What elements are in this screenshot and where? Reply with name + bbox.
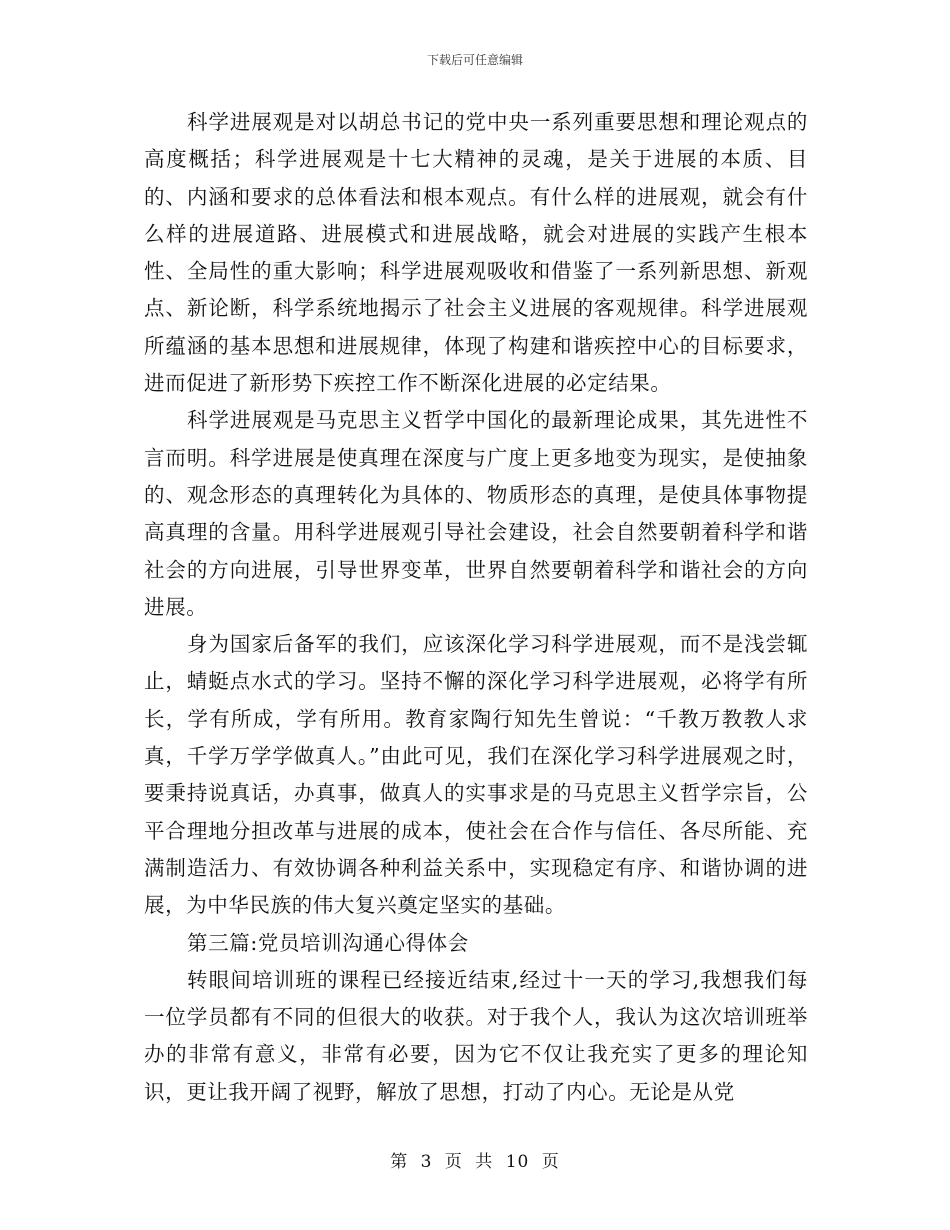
paragraph-2: 科学进展观是马克思主义哲学中国化的最新理论成果，其先进性不言而明。科学进展是使真理在深度与广度上更多地变为现实，是使抽象的、观念形态的真理转化为具体的、物质形态的真理，是使具体事物提高真理的含量。用科学进展观引导社会建设，社会自然要朝着科学和谐社会的方向进展，引导世界变革，世界自然要朝着科学和谐社会的方向进展。 (144, 408, 808, 619)
page-header: 下载后可任意编辑 (426, 53, 523, 67)
document-body (144, 104, 808, 1111)
section-heading: 第三篇:党员培训沟通心得体会 (187, 930, 469, 955)
paragraph-3: 身为国家后备军的我们，应该深化学习科学进展观，而不是浅尝辄止，蜻蜓点水式的学习。坚持不懈的深化学习科学进展观，必将学有所长，学有所成，学有所用。教育家陶行知先生曾说：“千教万教教人求真，千学万学学做真人。”由此可见，我们在深化学习科学进展观之时，要秉持说真话，办真事，做真人的实事求是的马克思主义哲学宗旨，公平合理地分担改革与进展的成本，使社会在合作与信任、各尽所能、充满制造活力、有效协调各种利益关系中，实现稳定有序、和谐协调的进展，为中华民族的伟大复兴奠定坚实的基础。 (144, 632, 808, 918)
page-number-footer: 第 3 页 共 10 页 (390, 1152, 560, 1172)
paragraph-1: 科学进展观是对以胡总书记的党中央一系列重要思想和理论观点的高度概括；科学进展观是十七大精神的灵魂，是关于进展的本质、目的、内涵和要求的总体看法和根本观点。有什么样的进展观，就会有什么样的进展道路、进展模式和进展战略，就会对进展的实践产生根本性、全局性的重大影响；科学进展观吸收和借鉴了一系列新思想、新观点、新论断，科学系统地揭示了社会主义进展的客观规律。科学进展观所蕴涵的基本思想和进展规律，体现了构建和谐疾控中心的目标要求，进而促进了新形势下疾控工作不断深化进展的必定结果。 (144, 110, 808, 396)
paragraph-4: 转眼间培训班的课程已经接近结束,经过十一天的学习,我想我们每一位学员都有不同的但很大的收获。对于我个人，我认为这次培训班举办的非常有意义，非常有必要，因为它不仅让我充实了更多的理论知识，更让我开阔了视野，解放了思想，打动了内心。无论是从党 (144, 967, 808, 1104)
